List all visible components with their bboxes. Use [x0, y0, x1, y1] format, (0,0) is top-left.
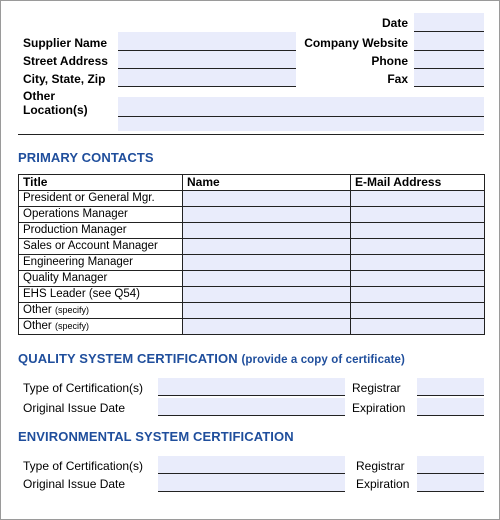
contact-title: Quality Manager	[19, 271, 183, 287]
quality-expiration-field[interactable]	[417, 398, 484, 416]
environmental-type-label: Type of Certification(s)	[23, 459, 144, 473]
other-locations-label-line1: Other	[23, 89, 56, 103]
company-website-label: Company Website	[304, 36, 408, 50]
city-state-zip-label: City, State, Zip	[23, 72, 106, 86]
environmental-issue-date-field[interactable]	[158, 474, 345, 492]
environmental-issue-date-label: Original Issue Date	[23, 477, 126, 491]
supplier-name-field[interactable]	[118, 32, 296, 51]
other-locations-field[interactable]	[118, 97, 484, 131]
column-header-email: E-Mail Address	[351, 175, 485, 191]
contact-email-cell[interactable]	[351, 223, 485, 239]
table-row	[19, 191, 485, 207]
contact-title: Engineering Manager	[19, 255, 183, 271]
environmental-cert-heading: ENVIRONMENTAL SYSTEM CERTIFICATION	[18, 429, 294, 444]
contact-name-cell[interactable]	[183, 303, 351, 319]
contact-name-cell[interactable]	[183, 191, 351, 207]
environmental-registrar-field[interactable]	[417, 456, 484, 474]
contact-email-cell[interactable]	[351, 303, 485, 319]
quality-cert-heading	[18, 351, 405, 366]
contact-email-cell[interactable]	[351, 319, 485, 335]
quality-type-field[interactable]	[158, 378, 345, 396]
street-address-label: Street Address	[23, 54, 108, 68]
quality-registrar-label: Registrar	[352, 381, 401, 395]
quality-type-label: Type of Certification(s)	[23, 381, 144, 395]
date-label: Date	[381, 16, 408, 30]
contact-title: President or General Mgr.	[19, 191, 183, 207]
table-row	[19, 287, 485, 303]
quality-issue-date-field[interactable]	[158, 398, 345, 416]
fax-label: Fax	[387, 72, 408, 86]
contact-title: Operations Manager	[19, 207, 183, 223]
contact-title: EHS Leader (see Q54)	[19, 287, 183, 303]
supplier-name-label: Supplier Name	[23, 36, 108, 50]
table-row	[19, 319, 485, 335]
environmental-expiration-field[interactable]	[417, 474, 484, 492]
contact-email-cell[interactable]	[351, 255, 485, 271]
contact-name-cell[interactable]	[183, 255, 351, 271]
company-website-field[interactable]	[414, 32, 484, 51]
contact-email-cell[interactable]	[351, 239, 485, 255]
quality-cert-title: QUALITY SYSTEM CERTIFICATION	[18, 351, 238, 366]
contact-name-cell[interactable]	[183, 239, 351, 255]
street-address-field[interactable]	[118, 51, 296, 69]
quality-issue-date-label: Original Issue Date	[23, 401, 126, 415]
date-field[interactable]	[414, 13, 484, 32]
environmental-expiration-label: Expiration	[356, 477, 410, 491]
contact-title: Other (specify)	[19, 303, 183, 319]
contact-name-cell[interactable]	[183, 207, 351, 223]
contact-title: Production Manager	[19, 223, 183, 239]
column-header-name: Name	[183, 175, 351, 191]
phone-label: Phone	[371, 54, 408, 68]
table-row	[19, 239, 485, 255]
contact-name-cell[interactable]	[183, 223, 351, 239]
contact-name-cell[interactable]	[183, 271, 351, 287]
phone-field[interactable]	[414, 51, 484, 69]
environmental-registrar-label: Registrar	[356, 459, 405, 473]
contact-email-cell[interactable]	[351, 207, 485, 223]
contact-email-cell[interactable]	[351, 271, 485, 287]
table-row	[19, 303, 485, 319]
quality-expiration-label: Expiration	[352, 401, 406, 415]
quality-cert-subtitle: (provide a copy of certificate)	[241, 354, 405, 366]
contact-title: Sales or Account Manager	[19, 239, 183, 255]
other-locations-label-line2: Location(s)	[23, 103, 88, 117]
quality-registrar-field[interactable]	[417, 378, 484, 396]
column-header-title: Title	[19, 175, 183, 191]
section-divider	[18, 134, 484, 135]
other-locations-line	[118, 116, 484, 117]
contact-title: Other (specify)	[19, 319, 183, 335]
contact-name-cell[interactable]	[183, 287, 351, 303]
table-row	[19, 207, 485, 223]
table-row	[19, 271, 485, 287]
table-row	[19, 255, 485, 271]
fax-field[interactable]	[414, 69, 484, 87]
table-header-row	[19, 175, 485, 191]
city-state-zip-field[interactable]	[118, 69, 296, 87]
contact-name-cell[interactable]	[183, 319, 351, 335]
environmental-type-field[interactable]	[158, 456, 345, 474]
contact-email-cell[interactable]	[351, 191, 485, 207]
contact-email-cell[interactable]	[351, 287, 485, 303]
primary-contacts-table	[18, 174, 485, 335]
primary-contacts-heading: PRIMARY CONTACTS	[18, 150, 154, 165]
table-row	[19, 223, 485, 239]
